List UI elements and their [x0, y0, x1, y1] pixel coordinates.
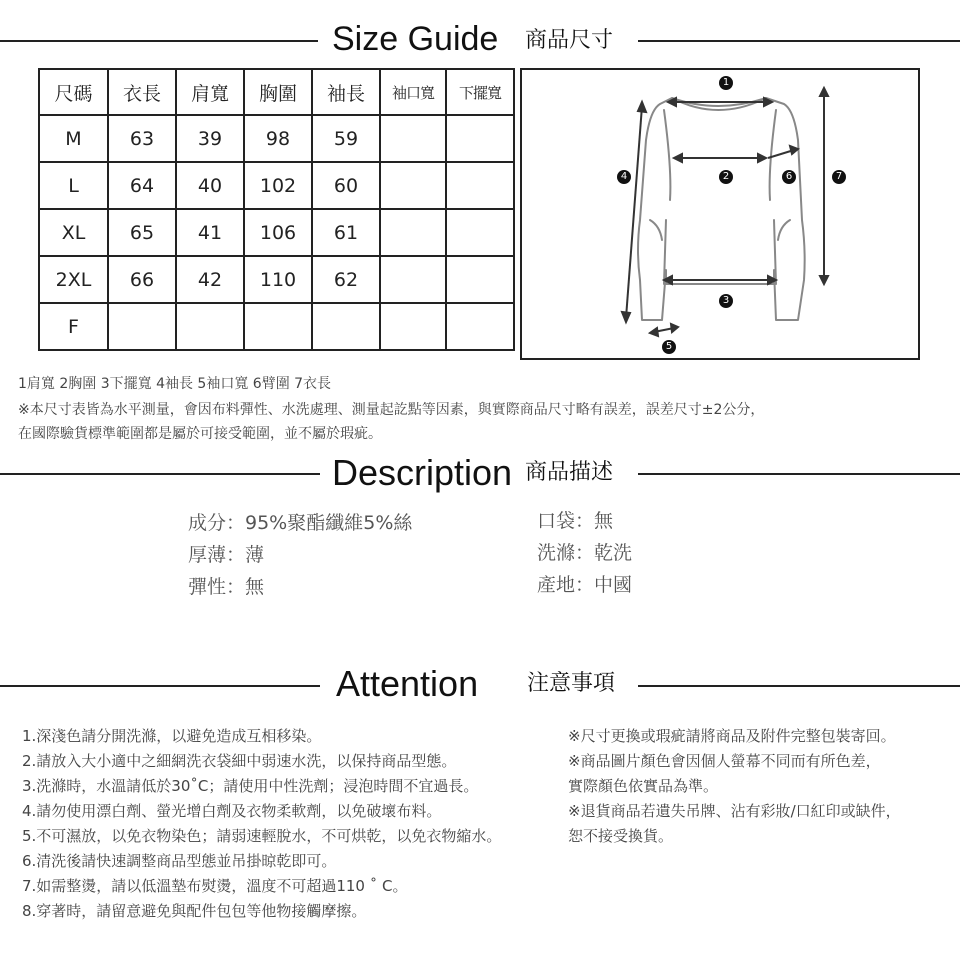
- divider-right: [638, 473, 960, 475]
- size-note-line2: 在國際驗貨標準範圍都是屬於可接受範圍，並不屬於瑕疵。: [18, 426, 382, 442]
- table-cell: [176, 303, 244, 350]
- return-policy: 實際顏色依實品為準。: [568, 777, 719, 795]
- header-sleeve: 袖長: [312, 69, 380, 115]
- table-cell: [380, 115, 446, 162]
- table-cell: [380, 256, 446, 303]
- measurement-legend: 1肩寬 2胸圍 3下擺寬 4袖長 5袖口寬 6臂圍 7衣長: [18, 376, 332, 392]
- divider-left: [0, 685, 320, 687]
- shirt-outline-icon: [522, 70, 918, 358]
- spec-material: 成分：95%聚酯纖維5%絲: [188, 512, 413, 534]
- table-cell: 62: [312, 256, 380, 303]
- size-guide-title-zh: 商品尺寸: [525, 28, 614, 53]
- table-row: [39, 162, 514, 209]
- return-policy: ※退貨商品若遺失吊牌、沾有彩妝/口紅印或缺件，: [568, 802, 901, 820]
- table-cell: [108, 303, 176, 350]
- table-cell: 2XL: [39, 256, 108, 303]
- table-cell: 41: [176, 209, 244, 256]
- table-cell: 59: [312, 115, 380, 162]
- attention-title-zh: 注意事項: [527, 671, 616, 696]
- table-cell: 64: [108, 162, 176, 209]
- spec-elasticity: 彈性：無: [188, 576, 265, 598]
- table-cell: F: [39, 303, 108, 350]
- table-cell: 42: [176, 256, 244, 303]
- diagram-marker-7: 7: [832, 170, 846, 184]
- table-cell: [446, 256, 514, 303]
- table-cell: [312, 303, 380, 350]
- table-cell: 110: [244, 256, 312, 303]
- divider-right: [638, 685, 960, 687]
- care-instruction: 2.請放入大小適中之細網洗衣袋細中弱速水洗，以保持商品型態。: [22, 752, 457, 770]
- header-size: 尺碼: [39, 69, 108, 115]
- table-cell: 98: [244, 115, 312, 162]
- divider-left: [0, 40, 318, 42]
- care-instruction: 7.如需整燙，請以低溫墊布熨燙，溫度不可超過110 ˚ C。: [22, 877, 408, 895]
- table-cell: [446, 303, 514, 350]
- table-cell: 40: [176, 162, 244, 209]
- care-instruction: 4.請勿使用漂白劑、螢光增白劑及衣物柔軟劑，以免破壞布料。: [22, 802, 442, 820]
- size-note-line1: ※本尺寸表皆為水平測量，會因布料彈性、水洗處理、測量起訖點等因素，與實際商品尺寸略有誤差，誤差尺寸±2公分，: [18, 402, 765, 418]
- header-chest: 胸圍: [244, 69, 312, 115]
- size-table: [38, 68, 515, 351]
- table-cell: 63: [108, 115, 176, 162]
- diagram-marker-5: 5: [662, 340, 676, 354]
- table-cell: 106: [244, 209, 312, 256]
- table-cell: [244, 303, 312, 350]
- care-instruction: 1.深淺色請分開洗滌，以避免造成互相移染。: [22, 727, 322, 745]
- table-cell: [446, 162, 514, 209]
- table-cell: M: [39, 115, 108, 162]
- spec-origin: 產地：中國: [537, 574, 633, 596]
- table-row: [39, 115, 514, 162]
- description-title-zh: 商品描述: [525, 460, 614, 485]
- diagram-marker-6: 6: [782, 170, 796, 184]
- care-instruction: 6.清洗後請快速調整商品型態並吊掛晾乾即可。: [22, 852, 337, 870]
- care-instruction: 3.洗滌時，水溫請低於30˚C；請使用中性洗劑；浸泡時間不宜過長。: [22, 777, 479, 795]
- header-cuff: 袖口寬: [380, 69, 446, 115]
- table-cell: [380, 162, 446, 209]
- care-instruction: 5.不可濕放，以免衣物染色；請弱速輕脫水，不可烘乾，以免衣物縮水。: [22, 827, 502, 845]
- table-cell: 61: [312, 209, 380, 256]
- spec-pocket: 口袋：無: [537, 510, 614, 532]
- header-length: 衣長: [108, 69, 176, 115]
- return-policy: 恕不接受換貨。: [568, 827, 674, 845]
- size-guide-title: Size Guide: [332, 20, 499, 58]
- table-cell: XL: [39, 209, 108, 256]
- table-cell: 39: [176, 115, 244, 162]
- garment-diagram: [520, 68, 920, 360]
- table-cell: [446, 115, 514, 162]
- header-hem: 下擺寬: [446, 69, 514, 115]
- diagram-marker-2: 2: [719, 170, 733, 184]
- table-row: [39, 209, 514, 256]
- divider-right: [638, 40, 960, 42]
- table-row: [39, 303, 514, 350]
- divider-left: [0, 473, 320, 475]
- table-cell: [380, 303, 446, 350]
- care-instruction: 8.穿著時，請留意避免與配件包包等他物接觸摩擦。: [22, 902, 367, 920]
- description-title: Description: [332, 452, 513, 493]
- header-shoulder: 肩寬: [176, 69, 244, 115]
- diagram-marker-1: 1: [719, 76, 733, 90]
- size-table-header-row: [39, 69, 514, 115]
- spec-thickness: 厚薄：薄: [188, 544, 265, 566]
- table-cell: [446, 209, 514, 256]
- diagram-marker-3: 3: [719, 294, 733, 308]
- return-policy: ※商品圖片顏色會因個人螢幕不同而有所色差，: [568, 752, 881, 770]
- table-cell: [380, 209, 446, 256]
- table-cell: 65: [108, 209, 176, 256]
- table-cell: L: [39, 162, 108, 209]
- return-policy: ※尺寸更換或瑕疵請將商品及附件完整包裝寄回。: [568, 727, 896, 745]
- attention-title: Attention: [336, 663, 479, 704]
- table-row: [39, 256, 514, 303]
- table-cell: 102: [244, 162, 312, 209]
- spec-washing: 洗滌：乾洗: [537, 542, 633, 564]
- table-cell: 66: [108, 256, 176, 303]
- diagram-marker-4: 4: [617, 170, 631, 184]
- table-cell: 60: [312, 162, 380, 209]
